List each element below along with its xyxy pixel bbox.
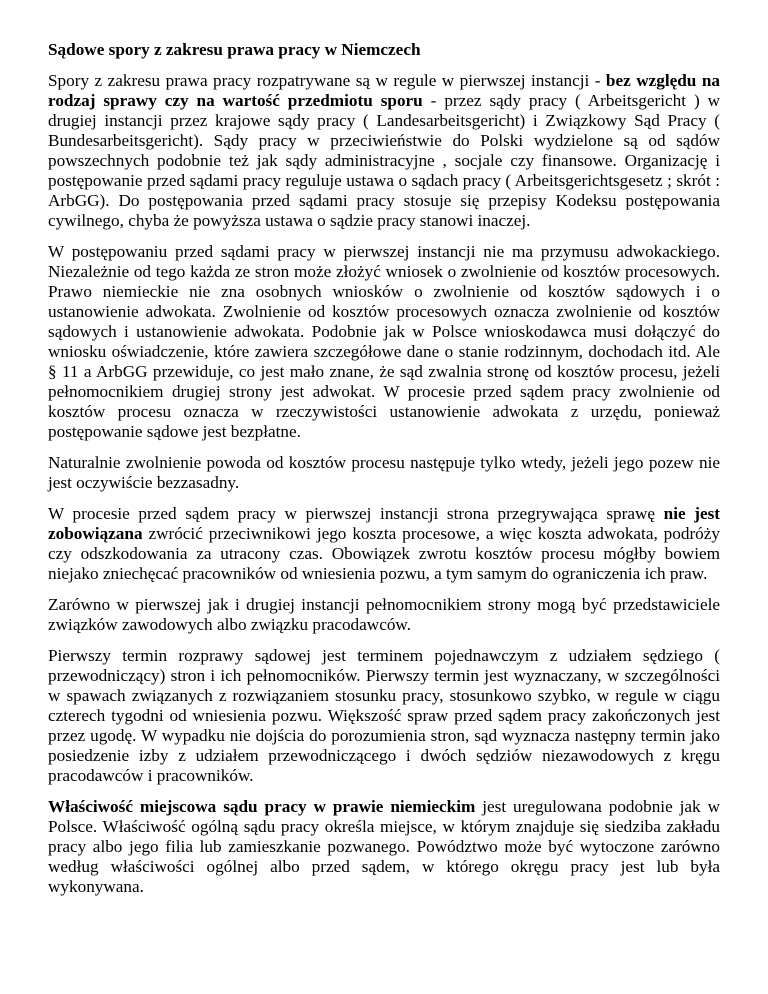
document-title: Sądowe spory z zakresu prawa pracy w Niemczech (48, 40, 421, 59)
paragraph-claim-condition: Naturalnie zwolnienie powoda od kosztów procesu następuje tylko wtedy, jeżeli jego pozew nie jest oczywiście bezzasadny. (48, 453, 720, 492)
emphasis-text: Właściwość miejscowa sądu pracy w prawie niemieckim (48, 797, 476, 816)
emphasis-text: nie jest zobowiązana (48, 504, 720, 543)
paragraph-text: jest uregulowana podobnie jak w Polsce. Właściwość ogólną sądu pracy określa miejsce, w którym znajduje się siedziba zakładu pracy albo jego filia lub zamieszkanie pozwanego. Powództwo może być wytoczone zarówno według właściwości ogólnej albo przed sądem, w którego okręgu pracy jest lub była wykonywana. (48, 797, 720, 896)
emphasis-text: bez względu na rodzaj sprawy czy na wartość przedmiotu sporu (48, 71, 720, 110)
paragraph-costs-return (48, 504, 720, 584)
paragraph-text: - przez sądy pracy ( Arbeitsgericht ) w drugiej instancji przez krajowe sądy pracy ( Landesarbeitsgericht) i Związkowy Sąd Pracy ( Bundesarbeitsgericht). Sądy pracy w przeciwieństwie do Polski wydzielone są od sądów powszechnych podobnie też jak sądy administracyjne , socjale czy finansowe. Organizację i postępowanie przed sądami pracy reguluje ustawa o sądach pracy ( Arbeitsgerichtsgesetz ; skrót : ArbGG). Do postępowania przed sądami pracy stosuje się przepisy Kodeksu postępowania cywilnego, chyba że powyższa ustawa o sądzie pracy stanowi inaczej. (48, 91, 721, 230)
paragraph-text: W procesie przed sądem pracy w pierwszej instancji strona przegrywająca sprawę (48, 504, 664, 523)
paragraph-text: zwrócić przeciwnikowi jego koszta procesowe, a więc koszta adwokata, podróży czy odszkodowania za utracony czas. Obowiązek zwrotu kosztów procesu mógłby bowiem niejako zniechęcać pracowników od wniesienia pozwu, a tym samym do ograniczenia ich praw. (48, 524, 720, 583)
paragraph-court-structure (48, 71, 720, 231)
paragraph-cost-exemption: W postępowaniu przed sądami pracy w pierwszej instancji nie ma przymusu adwokackiego. Niezależnie od tego każda ze stron może złożyć wniosek o zwolnienie od kosztów procesowych. Prawo niemieckie nie zna osobnych wniosków o zwolnienie od kosztów sądowych i o ustanowienie adwokata. Zwolnienie od kosztów procesowych oznacza zwolnienie od kosztów sądowych i ustanowienie adwokata. Podobnie jak w Polsce wnioskodawca musi dołączyć do wniosku oświadczenie, które zawiera szczegółowe dane o stanie rodzinnym, dochodach itd. Ale § 11 a ArbGG przewiduje, co jest mało znane, że sąd zwalnia stronę od kosztów procesu, jeżeli pełnomocnikiem drugiej strony jest adwokat. W procesie przed sądem pracy zwolnienie od kosztów procesu oznacza w rzeczywistości ustanowienie adwokata z urzędu, ponieważ postępowanie sądowe jest bezpłatne. (48, 242, 720, 441)
paragraph-text: Spory z zakresu prawa pracy rozpatrywane są w regule w pierwszej instancji - (48, 71, 606, 90)
paragraph-jurisdiction (48, 797, 720, 897)
paragraph-representation: Zarówno w pierwszej jak i drugiej instancji pełnomocnikiem strony mogą być przedstawiciele związków zawodowych albo związku pracodawców. (48, 595, 720, 634)
paragraph-first-hearing: Pierwszy termin rozprawy sądowej jest terminem pojednawczym z udziałem sędziego ( przewodniczący) stron i ich pełnomocników. Pierwszy termin jest wyznaczany, w szczególności w spawach związanych z rozwiązaniem stosunku pracy, stosunkowo szybko, w regule w ciągu czterech tygodni od wniesienia pozwu. Większość spraw przed sądem pracy zakończonych jest przez ugodę. W wypadku nie dojścia do porozumienia stron, sąd wyznacza następny termin jako posiedzenie izby z udziałem przewodniczącego i dwóch sędziów niezawodowych z kręgu pracodawców i pracowników. (48, 646, 720, 785)
